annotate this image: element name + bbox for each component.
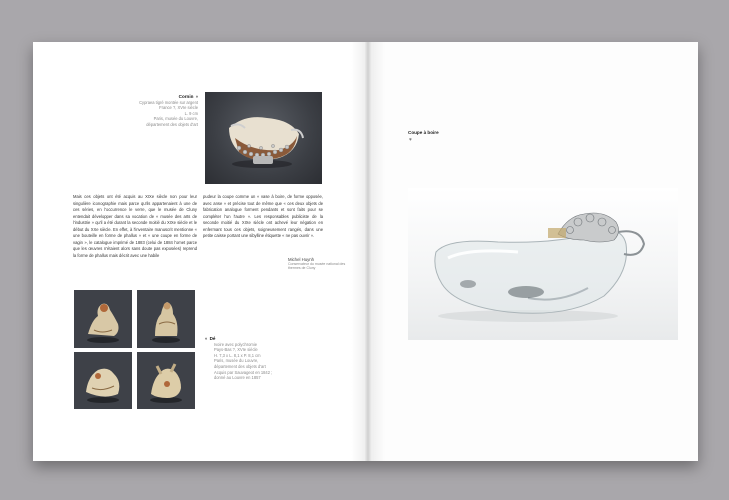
die-caption-line: Paris, musée du Louvre, — [214, 358, 259, 364]
shell-caption-line: France ?, XVIe siècle — [159, 105, 198, 111]
die-caption — [205, 336, 315, 381]
die-caption-line: Acquis par Sauvageot en 1842 ; — [214, 369, 273, 375]
die-photo-3 — [74, 352, 132, 409]
glass-cup-photo — [408, 188, 678, 340]
author-signature — [288, 257, 348, 270]
die-figure-image — [137, 290, 195, 348]
arrow-down-icon: » — [408, 138, 413, 141]
shell-caption — [103, 94, 198, 128]
die-caption-line: donné au Louvre en 1857 — [214, 375, 261, 381]
right-page — [365, 42, 698, 461]
die-photo-4 — [137, 352, 195, 409]
die-title: Dé — [209, 336, 216, 341]
die-caption-line: département des objets d'art — [214, 363, 266, 369]
die-caption-line: H. 7,3 x L. 8,1 x P. 8,1 cm — [214, 352, 261, 358]
glass-cup-image — [408, 188, 678, 340]
essay-column-2: pudeur la coupe comme un « vase à boire, de forme opposée, avec anse » et précise tout de même que « ces deux objets de fabrication analogue forment pendants et sont faits pour se compléter l'un l'autre ». Les responsables publiciste de la seconde moitié du XIXe siècle ont achevé leur négation en enfermant tous ces objets, soigneusement rangés, dans une petite caisse portant une sibylline étiquette « ne pas ouvrir ». — [203, 194, 323, 238]
shell-cup-image — [205, 92, 322, 184]
author-role: Conservateur du musée national des thermes de Cluny — [288, 262, 346, 271]
die-figure-image — [137, 352, 195, 409]
cup-title: Coupe à boire — [408, 130, 439, 135]
shell-title: Cornin — [178, 94, 194, 99]
left-page — [33, 42, 365, 461]
die-caption-line: Pays-Bas ?, XVIe siècle — [214, 347, 258, 353]
arrow-right-icon: » — [195, 94, 198, 99]
shell-caption-line: L. 9 cm — [184, 110, 198, 116]
shell-cup-photo — [205, 92, 322, 184]
shell-caption-line: Paris, musée du Louvre, — [153, 116, 198, 122]
essay-column-1: Mais ces objets ont été acquis au XIXe siècle non pour leur singulière iconographie mais parce qu'ils appartenaient à une de ces séries, en l'occurrence le verre, que le musée de Cluny entendait développer dans sa vocation de « musée des arts de l'industrie » qu'il a été durant la seconde moitié du XIXe siècle et le début du XXe siècle. En effet, à l'inventaire manuscrit mentionne « une bouteille en forme de phallus » et « une coupe en forme de vagin », le catalogue imprimé de 1883 (celui de 1884 l'omet parce que les œuvres n'étaient alors sans doute pas exposées) reprend la forme de phallus mais décrit avec une habile — [73, 194, 197, 258]
die-figure-image — [74, 352, 132, 409]
shell-caption-line: Cypraea tigré montée sur argent — [139, 99, 198, 105]
die-photo-2 — [137, 290, 195, 348]
die-photo-1 — [74, 290, 132, 348]
book-spread — [33, 42, 698, 461]
die-caption-line: Ivoire avec polychromie — [214, 341, 258, 347]
shell-caption-line: département des objets d'art — [146, 121, 198, 127]
arrow-left-icon: « — [205, 336, 208, 341]
author-name: Michel Huynh — [288, 257, 315, 262]
die-figure-image — [74, 290, 132, 348]
